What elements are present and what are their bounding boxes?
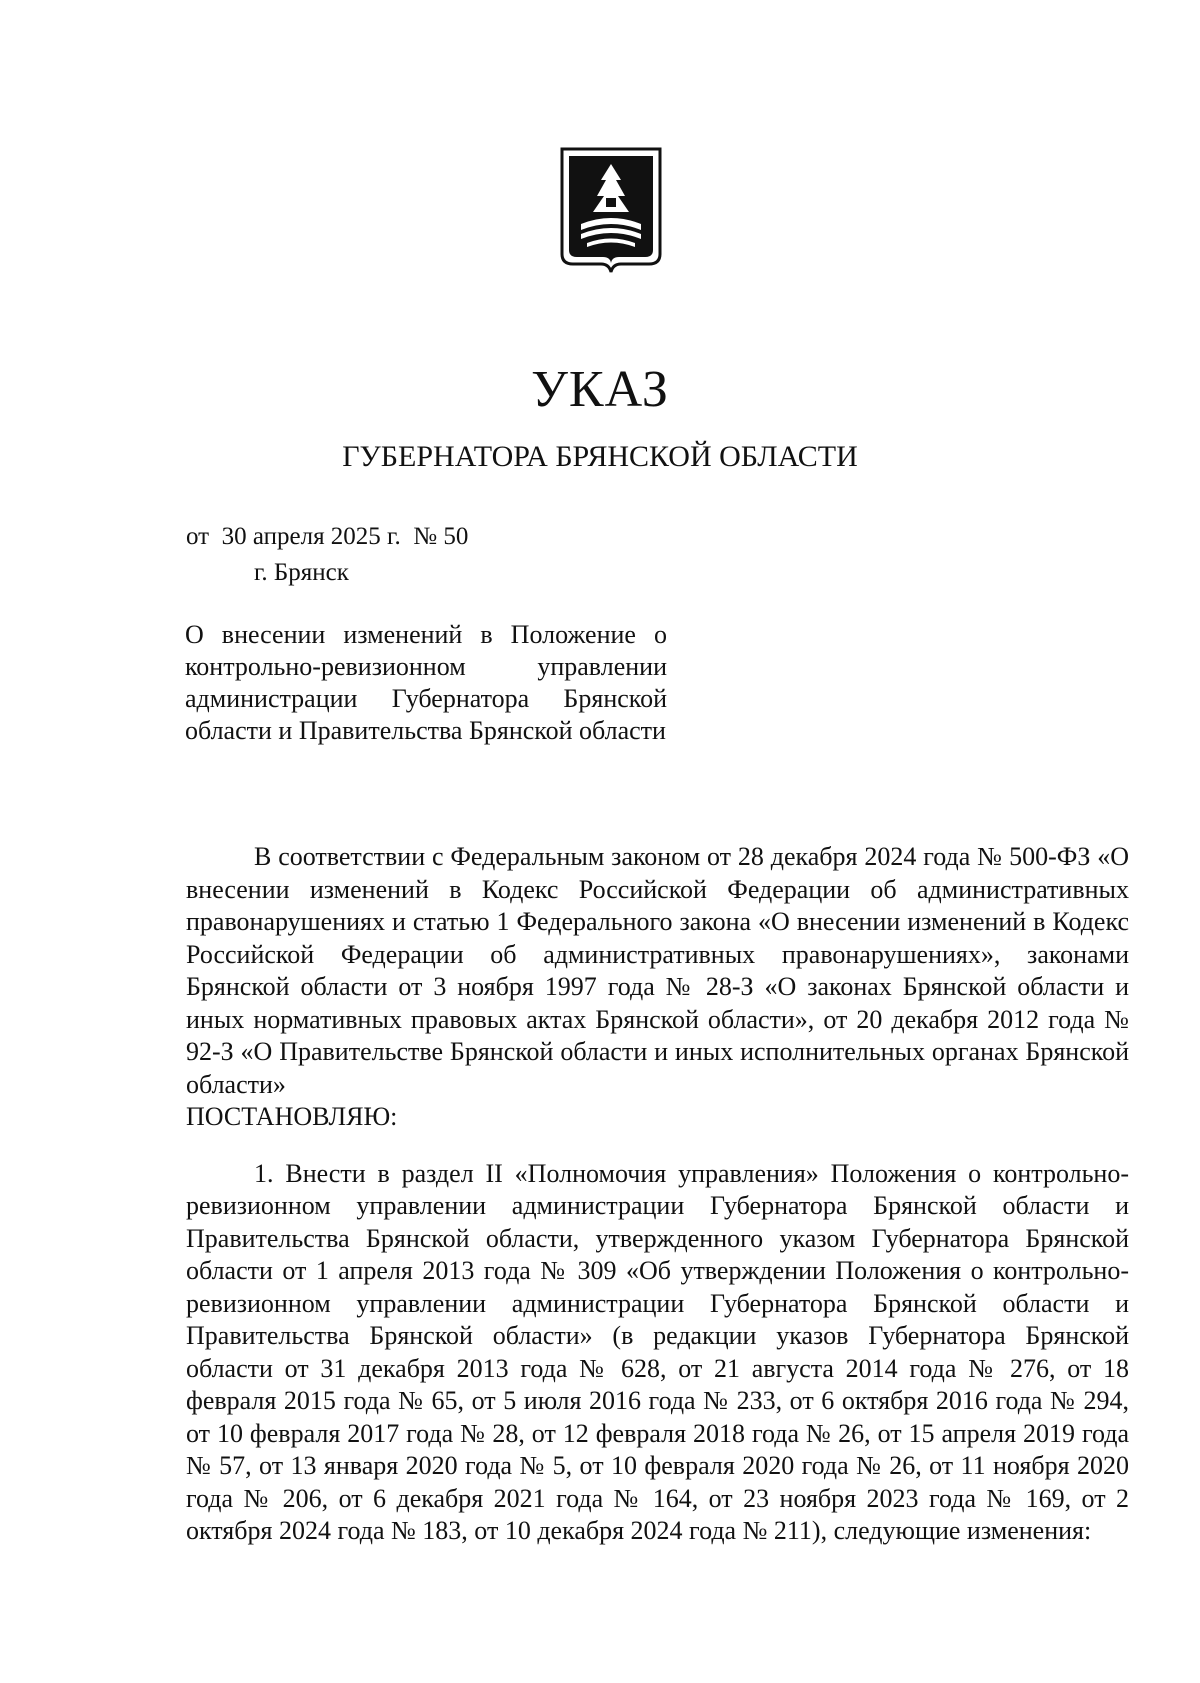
- city: г. Брянск: [254, 559, 349, 586]
- preamble-paragraph: В соответствии с Федеральным законом от 28 декабря 2024 года № 500-ФЗ «О внесении изменений в Кодекс Российской Федерации об административных правонарушениях и статью 1 Федерального закона «О внесении изменений в Кодекс Российской Федерации об административных правонарушениях», законами Брянской области от 3 ноября 1997 года № 28-З «О законах Брянской области и иных нормативных правовых актах Брянской области», от 20 декабря 2012 года № 92-З «О Правительстве Брянской области и иных исполнительных органах Брянской области»: [186, 842, 1129, 1099]
- document-subtitle: ГУБЕРНАТОРА БРЯНСКОЙ ОБЛАСТИ: [342, 440, 858, 473]
- coat-of-arms-icon: [559, 146, 663, 275]
- document-subject: О внесении изменений в Положение о контрольно-ревизионном управлении администрации Губернатора Брянской области и Правительства Брянской области: [185, 620, 667, 745]
- document-body: [186, 841, 1129, 1548]
- date-and-number: от 30 апреля 2025 г. № 50: [186, 523, 469, 550]
- item-1-paragraph: 1. Внести в раздел II «Полномочия управления» Положения о контрольно-ревизионном управлении администрации Губернатора Брянской области и Правительства Брянской области, утвержденного указом Губернатора Брянской области от 1 апреля 2013 года № 309 «Об утверждении Положения о контрольно-ревизионном управлении администрации Губернатора Брянской области и Правительства Брянской области» (в редакции указов Губернатора Брянской области от 31 декабря 2013 года № 628, от 21 августа 2014 года № 276, от 18 февраля 2015 года № 65, от 5 июля 2016 года № 233, от 6 октября 2016 года № 294, от 10 февраля 2017 года № 28, от 12 февраля 2018 года № 26, от 15 апреля 2019 года № 57, от 13 января 2020 года № 5, от 10 февраля 2020 года № 26, от 11 ноября 2020 года № 206, от 6 декабря 2021 года № 164, от 23 ноября 2023 года № 169, от 2 октября 2024 года № 183, от 10 декабря 2024 года № 211), следующие изменения:: [186, 1158, 1129, 1545]
- decree-word: ПОСТАНОВЛЯЮ:: [186, 1102, 398, 1131]
- document-title: УКАЗ: [531, 361, 669, 418]
